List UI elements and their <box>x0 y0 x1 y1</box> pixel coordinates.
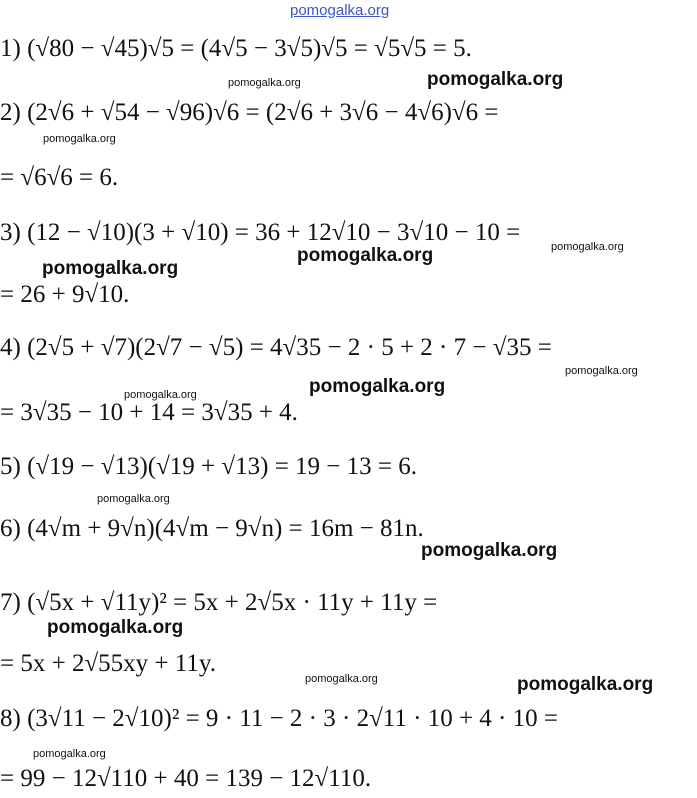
watermark: pomogalka.org <box>97 493 170 505</box>
watermark: pomogalka.org <box>124 389 197 401</box>
solution-line-7-cont: = 5x + 2√55xy + 11y. <box>0 650 216 677</box>
solution-line-2-cont: = √6√6 = 6. <box>0 164 119 191</box>
solution-line-8: 8) (3√11 − 2√10)² = 9 · 11 − 2 · 3 · 2√11 · 10 + 4 · 10 = <box>0 705 558 732</box>
watermark: pomogalka.org <box>33 748 106 760</box>
solution-line-4-cont: = 3√35 − 10 + 14 = 3√35 + 4. <box>0 399 298 426</box>
solution-line-7: 7) (√5x + √11y)² = 5x + 2√5x · 11y + 11y = <box>0 589 438 616</box>
solution-line-6: 6) (4√m + 9√n)(4√m − 9√n) = 16m − 81n. <box>0 515 424 542</box>
watermark: pomogalka.org <box>43 133 116 145</box>
solution-line-4: 4) (2√5 + √7)(2√7 − √5) = 4√35 − 2 · 5 + 2 · 7 − √35 = <box>0 334 552 361</box>
site-link[interactable]: pomogalka.org <box>290 2 390 19</box>
solution-line-1: 1) (√80 − √45)√5 = (4√5 − 3√5)√5 = √5√5 = 5. <box>0 35 472 62</box>
watermark: pomogalka.org <box>305 673 378 685</box>
watermark: pomogalka.org <box>565 365 638 377</box>
watermark: pomogalka.org <box>47 617 184 638</box>
watermark: pomogalka.org <box>517 674 654 695</box>
watermark: pomogalka.org <box>309 376 446 397</box>
solution-line-3: 3) (12 − √10)(3 + √10) = 36 + 12√10 − 3√10 − 10 = <box>0 219 521 246</box>
watermark: pomogalka.org <box>551 241 624 253</box>
watermark: pomogalka.org <box>427 69 564 90</box>
watermark: pomogalka.org <box>228 77 301 89</box>
watermark: pomogalka.org <box>297 245 434 266</box>
solution-line-3-cont: = 26 + 9√10. <box>0 281 130 308</box>
watermark: pomogalka.org <box>421 540 558 561</box>
solution-line-8-cont: = 99 − 12√110 + 40 = 139 − 12√110. <box>0 765 372 792</box>
solution-line-2: 2) (2√6 + √54 − √96)√6 = (2√6 + 3√6 − 4√6)√6 = <box>0 99 499 126</box>
watermark: pomogalka.org <box>42 258 179 279</box>
solution-line-5: 5) (√19 − √13)(√19 + √13) = 19 − 13 = 6. <box>0 453 418 480</box>
